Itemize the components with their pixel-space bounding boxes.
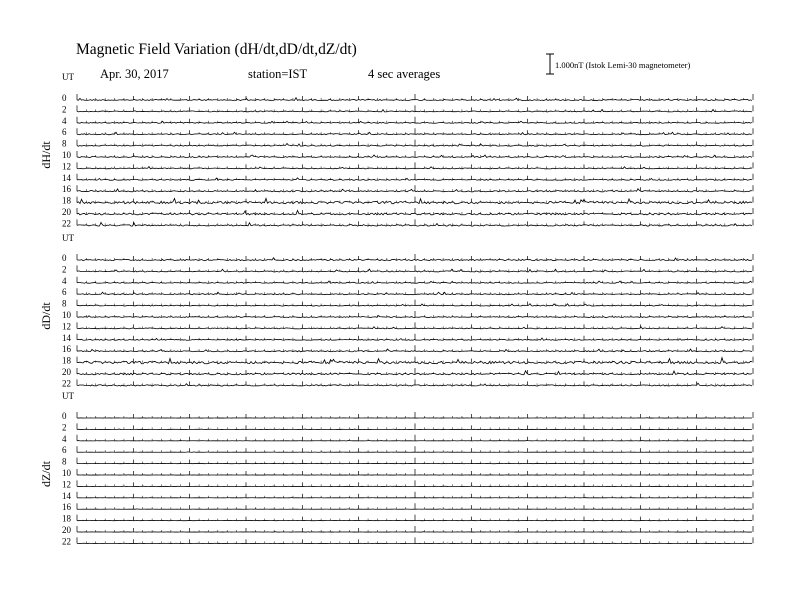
row-label-2: 2	[62, 104, 67, 115]
station-label: station=IST	[248, 67, 308, 81]
row-label-12: 12	[62, 479, 71, 490]
row-label-20: 20	[62, 525, 71, 535]
trace-dD-dt-8	[77, 304, 752, 306]
date-label: Apr. 30, 2017	[100, 67, 169, 81]
row-label-0: 0	[62, 93, 67, 103]
row-label-6: 6	[62, 287, 67, 298]
trace-dD-dt-12	[77, 327, 752, 329]
chart-title: Magnetic Field Variation (dH/dt,dD/dt,dZ/dt)	[76, 41, 357, 58]
trace-dH-dt-14	[77, 178, 752, 180]
row-label-0: 0	[62, 253, 67, 263]
row-label-20: 20	[62, 367, 71, 377]
row-label-4: 4	[62, 275, 67, 286]
panel-dH-dt	[39, 72, 753, 228]
row-label-4: 4	[62, 433, 67, 444]
row-label-6: 6	[62, 127, 67, 138]
scale-bar-label: 1.000nT (Istok Lemi-30 magnetometer)	[555, 60, 691, 70]
trace-dD-dt-22	[77, 383, 752, 386]
row-label-12: 12	[62, 161, 71, 172]
row-label-14: 14	[62, 490, 71, 501]
row-label-10: 10	[62, 310, 71, 320]
row-label-18: 18	[62, 513, 71, 524]
ut-label: UT	[62, 391, 74, 401]
ut-label: UT	[62, 72, 74, 82]
trace-dH-dt-12	[77, 167, 752, 169]
row-label-2: 2	[62, 264, 67, 275]
row-label-6: 6	[62, 445, 67, 456]
trace-dD-dt-18	[77, 358, 752, 364]
trace-dH-dt-8	[77, 144, 752, 147]
row-label-20: 20	[62, 207, 71, 217]
row-label-12: 12	[62, 321, 71, 332]
row-label-2: 2	[62, 422, 67, 433]
row-label-0: 0	[62, 411, 67, 421]
trace-dD-dt-16	[77, 349, 752, 352]
row-label-10: 10	[62, 468, 71, 478]
trace-dD-dt-20	[77, 371, 752, 375]
row-label-14: 14	[62, 332, 71, 343]
trace-dD-dt-4	[77, 281, 752, 283]
row-label-8: 8	[62, 456, 67, 467]
row-label-22: 22	[62, 378, 71, 389]
row-label-22: 22	[62, 218, 71, 229]
trace-dD-dt-6	[77, 292, 752, 295]
trace-dH-dt-6	[77, 132, 752, 134]
panel-dD-dt	[39, 233, 753, 388]
trace-dD-dt-0	[77, 258, 752, 261]
panels	[39, 72, 753, 546]
row-label-16: 16	[62, 184, 71, 195]
averaging-label: 4 sec averages	[368, 67, 441, 81]
panel-dZ-dt	[39, 391, 753, 546]
row-label-8: 8	[62, 138, 67, 149]
trace-dH-dt-22	[77, 223, 752, 227]
row-label-14: 14	[62, 172, 71, 183]
row-label-4: 4	[62, 115, 67, 126]
trace-dH-dt-18	[77, 198, 752, 203]
row-label-22: 22	[62, 536, 71, 547]
row-label-8: 8	[62, 298, 67, 309]
y-axis-label: dH/dt	[39, 141, 53, 169]
trace-dH-dt-4	[77, 121, 752, 123]
y-axis-label: dD/dt	[39, 302, 53, 330]
trace-dH-dt-10	[77, 155, 752, 157]
row-label-16: 16	[62, 344, 71, 355]
trace-dH-dt-16	[77, 189, 752, 192]
trace-dH-dt-2	[77, 109, 752, 111]
row-label-10: 10	[62, 150, 71, 160]
trace-dH-dt-0	[77, 98, 752, 101]
y-axis-label: dZ/dt	[39, 461, 53, 487]
row-label-18: 18	[62, 195, 71, 206]
trace-dD-dt-10	[77, 316, 752, 318]
trace-dD-dt-14	[77, 338, 752, 340]
trace-dD-dt-2	[77, 269, 752, 272]
row-label-16: 16	[62, 502, 71, 513]
ut-label: UT	[62, 233, 74, 243]
trace-dH-dt-20	[77, 210, 752, 214]
scale-bar	[546, 54, 691, 74]
row-label-18: 18	[62, 355, 71, 366]
